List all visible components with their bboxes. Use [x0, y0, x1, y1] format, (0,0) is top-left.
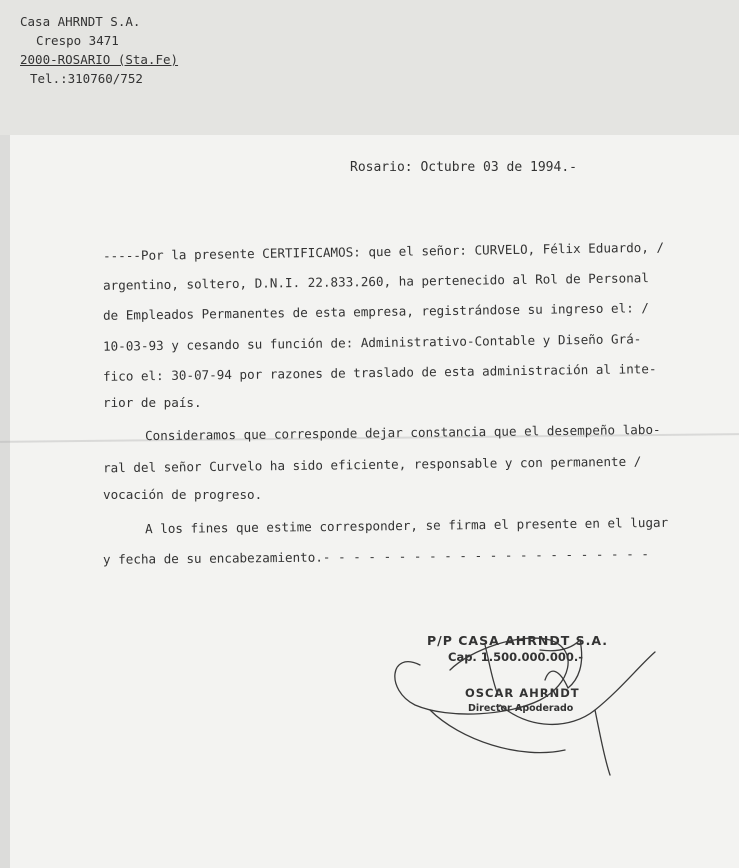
body-line: argentino, soltero, D.N.I. 22.833.260, ha pertenecido al Rol de Personal	[102, 270, 650, 293]
date-line: Rosario: Octubre 03 de 1994.-	[350, 160, 577, 175]
body-line: Consideramos que corresponde dejar constancia que el desempeño labo-	[144, 421, 661, 444]
body-line: de Empleados Permanentes de esta empresa, registrándose su ingreso el: /	[102, 300, 650, 323]
body-line: A los fines que estime corresponder, se firma el presente en el lugar	[144, 514, 669, 537]
body-line: -----Por la presente CERTIFICAMOS: que el señor: CURVELO, Félix Eduardo, /	[102, 239, 665, 264]
letterhead-city: 2000-ROSARIO (Sta.Fe)	[20, 52, 179, 67]
body-line: 10-03-93 y cesando su función de: Administrativo-Contable y Diseño Grá-	[102, 331, 642, 354]
handwritten-signature	[380, 610, 670, 785]
letterhead-street: Crespo 3471	[36, 33, 119, 48]
body-line: fico el: 30-07-94 por razones de traslado de esta administración al inte-	[102, 361, 657, 384]
stamp-title: Director Apoderado	[468, 703, 574, 714]
body-line: vocación de progreso.	[103, 487, 263, 502]
letterhead-company: Casa AHRNDT S.A.	[20, 14, 141, 29]
letterhead	[20, 12, 178, 88]
stamp-capital: Cap. 1.500.000.000.-	[448, 650, 584, 664]
body-line: ral del señor Curvelo ha sido eficiente, responsable y con permanente /	[102, 453, 642, 476]
body-line: rior de país.	[103, 395, 202, 410]
letterhead-phone: Tel.:310760/752	[30, 71, 143, 86]
body-line: y fecha de su encabezamiento.- - - - - - - - - - - - - - - - - - - - - -	[102, 546, 649, 567]
stamp-name: OSCAR AHRNDT	[465, 686, 580, 700]
stamp-company: P/P CASA AHRNDT S.A.	[427, 633, 608, 648]
